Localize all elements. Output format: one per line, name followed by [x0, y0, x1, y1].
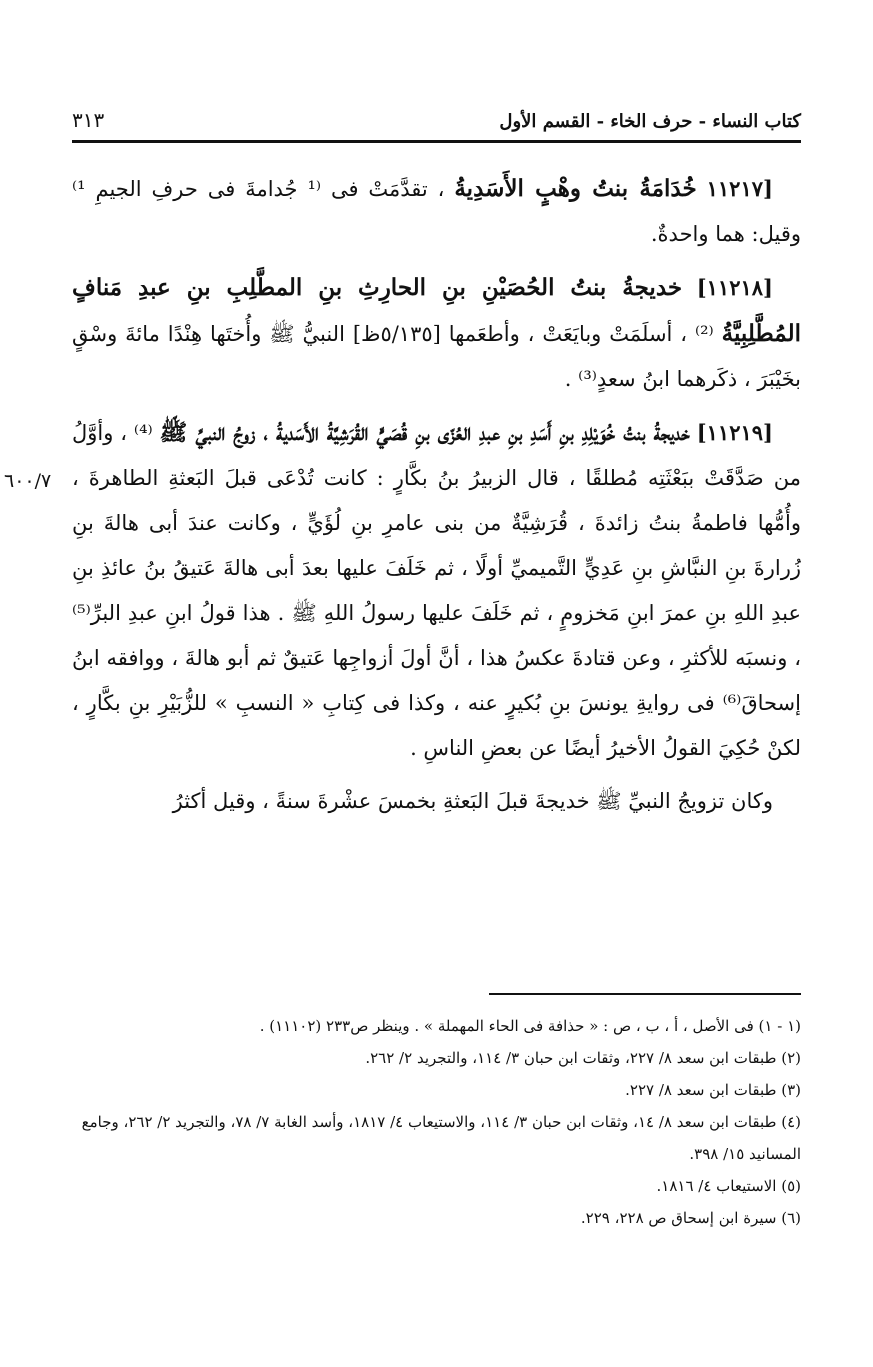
footnote-2: (٢) طبقات ابن سعد ٨/ ٢٢٧، وثقات ابن حبان ٣/ ١١٤، والتجريد ٢/ ٢٦٢. — [365, 1049, 801, 1067]
entry-name: خديجةُ بنتُ الحُصَيْنِ بنِ الحارِثِ بنِ المطَّلِبِ بنِ عبدِ مَنافٍ المُطَّلِبِيَّةُ — [72, 274, 801, 347]
entry-text: ⁽²⁾ ، أسلَمَتْ وبايَعَتْ ، وأطعَمها [٥/١٣٥ظ] النبيُّ ﷺ وأُختَها هِنْدًا مائةَ وسْقٍ بخَيْبَرَ ، ذكَرهما ابنُ سعدٍ⁽³⁾ . — [72, 322, 801, 391]
entry-11218 — [72, 265, 801, 402]
entry-number: [١١٢١٩] — [696, 420, 773, 445]
entry-text: ، تقدَّمَتْ فى ⁽¹ جُدامةَ فى حرفِ الجيمِ ¹⁾ وقيل: هما واحدةٌ. — [72, 177, 801, 246]
margin-reference: ٦٠٠/٧ — [4, 470, 52, 492]
footnote-5: (٥) الاستيعاب ٤/ ١٨١٦. — [656, 1177, 801, 1195]
entry-number: [١١٢١٨] — [696, 275, 773, 300]
page-number: ٣١٣ — [72, 108, 105, 132]
entry-name: خُدَامَةُ بنتُ وهْبٍ الأَسَدِيةُ — [454, 175, 697, 202]
footnote-rule — [489, 993, 801, 995]
entry-name: خديجةُ بنتُ خُوَيْلِدِ بنِ أَسَدِ بنِ عبدِ العُزّى بنِ قُصَيٍّ القُرَشِيَّةُ الأَسَديةُ ، زوجُ النبيِّ ﷺ — [159, 419, 690, 446]
footnote-4: (٤) طبقات ابن سعد ٨/ ١٤، وثقات ابن حبان ٣/ ١١٤، والاستيعاب ٤/ ١٨١٧، وأسد الغابة ٧/ ٧٨، والتجريد ٢/ ٢٦٢، وجامع المسانيد ١٥/ ٣٩٨. — [81, 1113, 801, 1163]
footnotes — [72, 1010, 801, 1234]
running-head — [72, 96, 801, 132]
running-title: كتاب النساء - حرف الخاء - القسم الأول — [499, 111, 801, 132]
continuation-paragraph — [72, 779, 801, 824]
header-rule — [72, 140, 801, 143]
paragraph-text: وكان تزويجُ النبيِّ ﷺ خديجةَ قبلَ البَعثةِ بخمسَ عشْرةَ سنةً ، وقيل أكثرُ — [172, 789, 773, 813]
entry-text: ⁽⁴⁾ ، وأوَّلُ من صَدَّقَتْ ببَعْثَتِه مُطلقًا ، قال الزبيرُ بنُ بكَّارٍ : كانت تُدْعَى قبلَ البَعثةِ الطاهرةَ ، وأُمُّها فاطمةُ بنتُ زائدةَ ، قُرَشِيَّةٌ من بنى عامرِ بنِ لُؤَيٍّ ، وكانت عندَ أبى هالةَ بنِ زُرارةَ بنِ النبَّاشِ بنِ عَدِيٍّ التَّميميِّ أولًا ، ثم خَلَفَ عليها بعدَ أبى هالةَ عَتيقُ بنُ عائذِ بنِ عبدِ اللهِ بنِ عمرَ ابنِ مَخزومٍ ، ثم خَلَفَ عليها رسولُ اللهِ ﷺ . هذا قولُ ابنِ عبدِ البرِّ⁽⁵⁾ ، ونسبَه للأكثرِ ، وعن قتادةَ عكسُ هذا ، أنَّ أولَ أزواجِها عَتيقٌ ثم أبو هالةَ ، ووافقه ابنُ إسحاقَ⁽⁶⁾ فى روايةِ يونسَ بنِ بُكيرٍ عنه ، وكذا فى كِتابِ « النسبِ » للزُّبَيْرِ بنِ بكَّارٍ ، لكنْ حُكِيَ القولُ الأخيرُ أيضًا عن بعضِ الناسِ . — [72, 421, 801, 760]
entry-number: [١١٢١٧ — [706, 176, 773, 201]
footnote-1: (١ - ١) فى الأصل ، أ ، ب ، ص : « حذافة فى الحاء المهملة » . وينظر ص٢٣٣ (١١١٠٢) . — [259, 1017, 801, 1035]
entry-11219 — [72, 410, 801, 771]
main-text — [72, 166, 801, 832]
entry-11217 — [72, 166, 801, 257]
footnote-6: (٦) سيرة ابن إسحاق ص ٢٢٨، ٢٢٩. — [580, 1209, 801, 1227]
footnote-3: (٣) طبقات ابن سعد ٨/ ٢٢٧. — [625, 1081, 801, 1099]
